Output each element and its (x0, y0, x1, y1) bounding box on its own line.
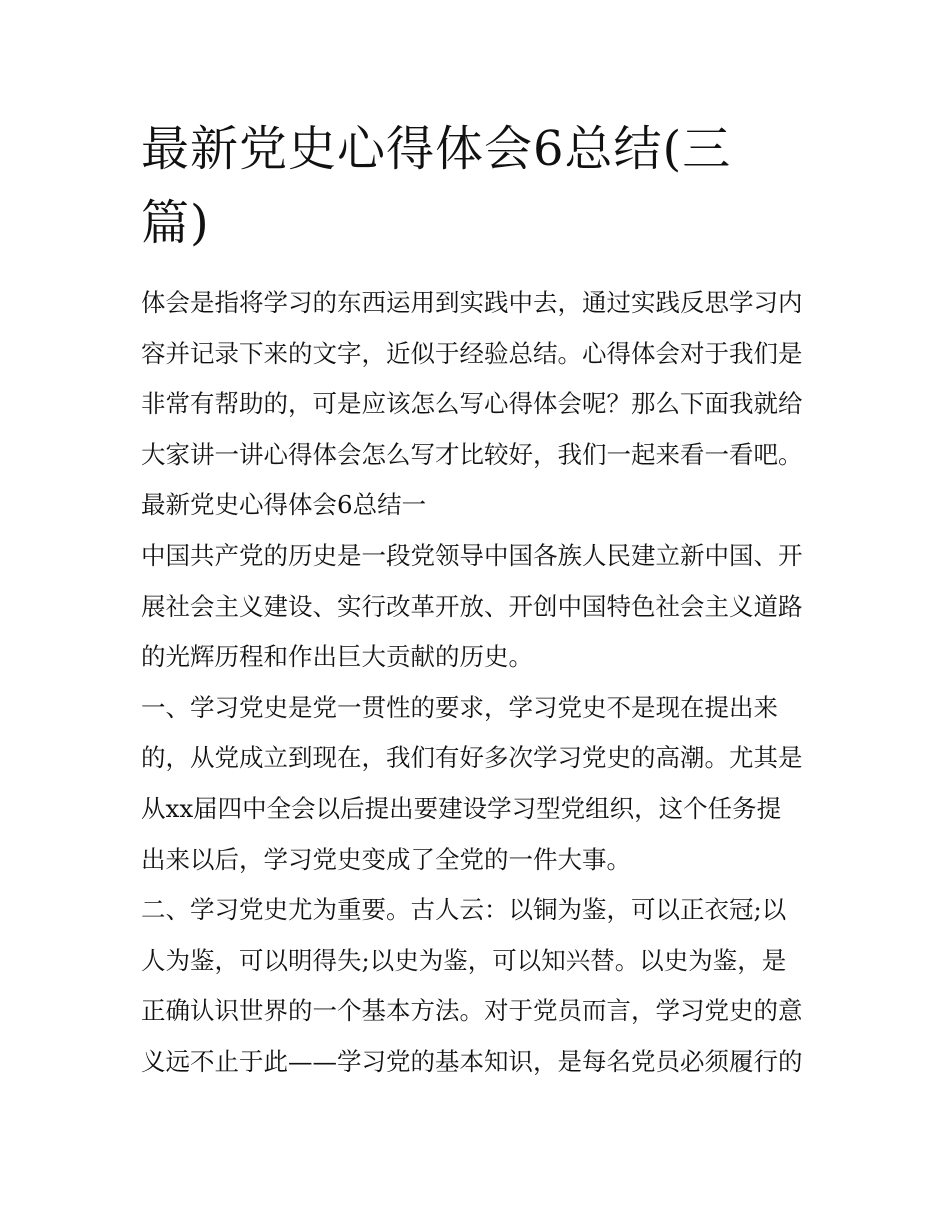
body-line: 的，从党成立到现在，我们有好多次学习党史的高潮。尤其是 (141, 743, 803, 773)
body-line: 容并记录下来的文字，近似于经验总结。心得体会对于我们是 (141, 338, 803, 368)
body-line: 从xx届四中全会以后提出要建设学习型党组织，这个任务提 (141, 793, 782, 823)
body-line: 大家讲一讲心得体会怎么写才比较好，我们一起来看一看吧。 (141, 439, 803, 469)
body-line: 中国共产党的历史是一段党领导中国各族人民建立新中国、开 (141, 540, 803, 570)
body-line: 的光辉历程和作出巨大贡献的历史。 (141, 642, 533, 672)
body-line: 非常有帮助的，可是应该怎么写心得体会呢？那么下面我就给 (141, 389, 803, 419)
body-line: 出来以后，学习党史变成了全党的一件大事。 (141, 844, 631, 874)
document-title (141, 112, 821, 260)
body-line: 义远不止于此——学习党的基本知识，是每名党员必须履行的 (141, 1046, 803, 1076)
body-line: 二、学习党史尤为重要。古人云：以铜为鉴，可以正衣冠;以 (141, 895, 787, 925)
title-line: 最新党史心得体会6总结(三 (141, 121, 732, 177)
body-line: 人为鉴，可以明得失;以史为鉴，可以知兴替。以史为鉴，是 (141, 945, 787, 975)
document-body (141, 278, 821, 1088)
body-line: 正确认识世界的一个基本方法。对于党员而言，学习党史的意 (141, 996, 803, 1026)
body-line: 体会是指将学习的东西运用到实践中去，通过实践反思学习内 (141, 288, 803, 317)
body-line: 一、学习党史是党一贯性的要求，学习党史不是现在提出来 (141, 692, 778, 722)
title-line: 篇) (141, 195, 210, 251)
body-line: 展社会主义建设、实行改革开放、开创中国特色社会主义道路 (141, 591, 803, 621)
section-heading: 最新党史心得体会6总结一 (141, 490, 427, 520)
